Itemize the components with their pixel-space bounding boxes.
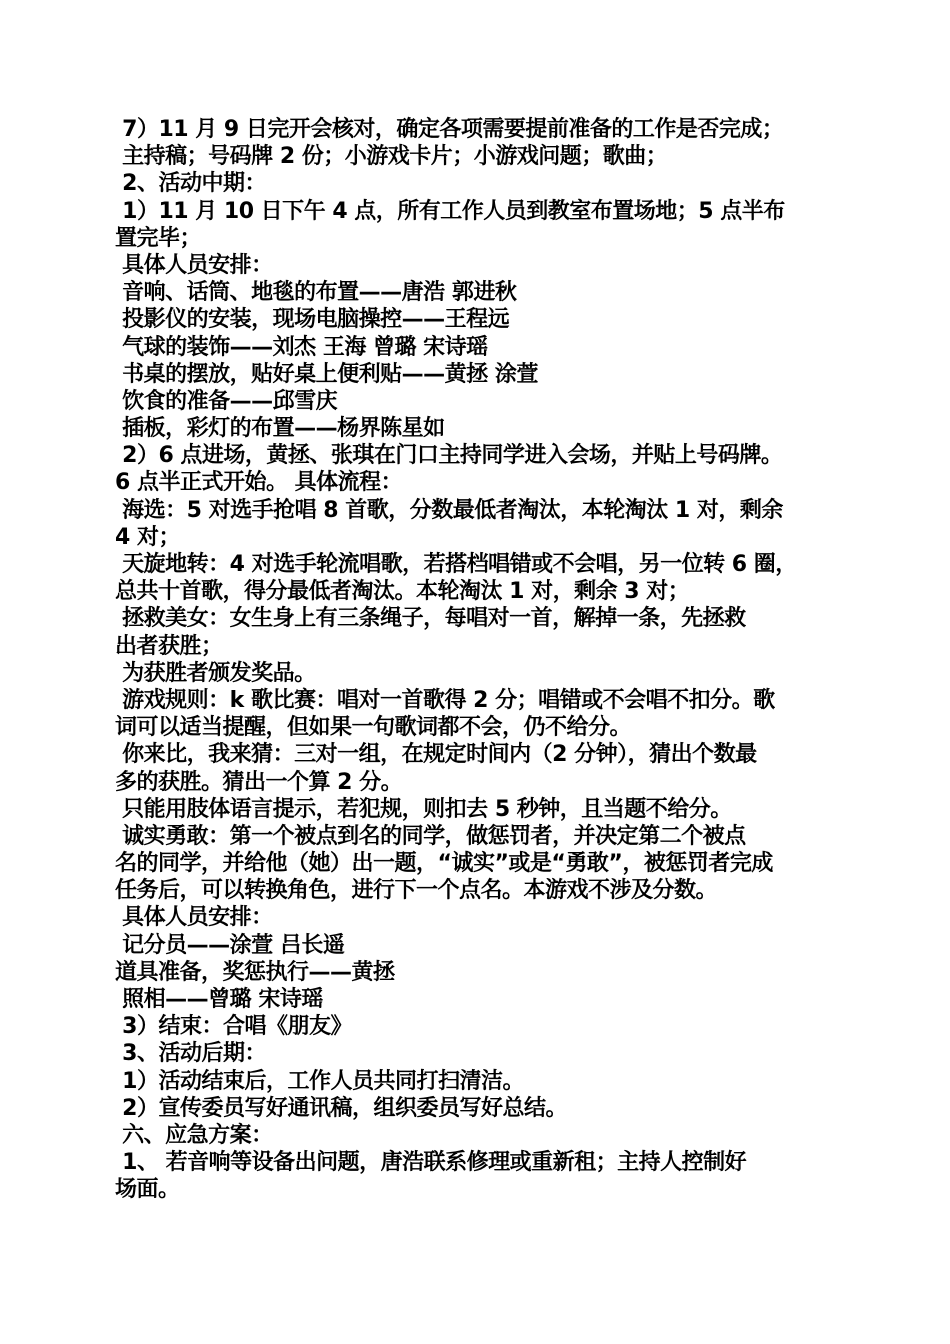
text-line: 6 点半正式开始。 具体流程： [115,470,403,496]
text-line: 1）11 月 10 日下午 4 点，所有工作人员到教室布置场地；5 点半布 [115,198,785,224]
text-line: 1）活动结束后，工作人员共同打扫清洁。 [115,1068,524,1094]
text-line: 照相——曾璐 宋诗瑶 [115,987,323,1012]
text-line: 饮食的准备——邱雪庆 [115,388,338,414]
text-line: 为获胜者颁发奖品。 [115,660,316,686]
text-line: 你来比，我来猜：三对一组，在规定时间内（2 分钟），猜出个数最 [115,742,757,768]
text-line: 道具准备，奖惩执行——黄拯 [115,959,395,985]
text-line: 记分员——涂萱 吕长遥 [115,932,345,958]
text-line: 任务后，可以转换角色，进行下一个点名。本游戏不涉及分数。 [115,878,718,904]
text-line: 7）11 月 9 日完开会核对，确定各项需要提前准备的工作是否完成； [115,117,784,142]
text-line: 词可以适当提醒，但如果一句歌词都不会，仍不给分。 [115,715,632,741]
text-line: 场面。 [115,1177,180,1203]
text-line: 1、 若音响等设备出问题，唐浩联系修理或重新租；主持人控制好 [115,1150,747,1176]
text-line: 主持稿；号码牌 2 份；小游戏卡片；小游戏问题；歌曲； [115,144,668,170]
text-line: 书桌的摆放，贴好桌上便利贴——黄拯 涂萱 [115,361,538,387]
text-line: 3）结束：合唱《朋友》 [115,1014,352,1040]
text-line: 2、活动中期： [115,171,266,197]
text-line: 具体人员安排： [115,905,273,931]
text-line: 4 对； [115,524,180,550]
text-line: 气球的装饰——刘杰 王海 曾璐 宋诗瑶 [115,334,488,360]
text-line: 具体人员安排： [115,252,273,278]
text-line: 音响、话筒、地毯的布置——唐浩 郭进秋 [115,280,517,306]
text-line: 2）6 点进场，黄拯、张琪在门口主持同学进入会场，并贴上号码牌。 [115,443,783,469]
text-line: 投影仪的安装，现场电脑操控——王程远 [115,307,510,333]
text-line: 2）宣传委员写好通讯稿，组织委员写好总结。 [115,1095,567,1121]
text-line: 只能用肢体语言提示，若犯规，则扣去 5 秒钟，且当题不给分。 [115,796,732,822]
text-line: 六、应急方案： [115,1122,273,1148]
document-body [115,116,855,1204]
text-line: 天旋地转：4 对选手轮流唱歌，若搭档唱错或不会唱，另一位转 6 圈， [115,552,797,577]
text-line: 置完毕； [115,225,202,251]
text-line: 多的获胜。猜出一个算 2 分。 [115,769,403,795]
text-line: 游戏规则：k 歌比赛：唱对一首歌得 2 分；唱错或不会唱不扣分。歌 [115,687,775,713]
text-line: 总共十首歌，得分最低者淘汰。本轮淘汰 1 对，剩余 3 对； [115,579,690,605]
text-line: 出者获胜； [115,633,223,659]
text-line: 插板，彩灯的布置——杨界陈星如 [115,416,445,442]
text-line: 诚实勇敢：第一个被点到名的同学，做惩罚者，并决定第二个被点 [115,823,746,849]
text-line: 3、活动后期： [115,1041,266,1067]
text-line: 拯救美女：女生身上有三条绳子，每唱对一首，解掉一条，先拯救 [115,606,746,632]
text-line: 海选：5 对选手抢唱 8 首歌，分数最低者淘汰，本轮淘汰 1 对，剩余 [115,497,783,523]
text-line: 名的同学，并给他（她）出一题，“诚实”或是“勇敢”，被惩罚者完成 [115,851,773,877]
